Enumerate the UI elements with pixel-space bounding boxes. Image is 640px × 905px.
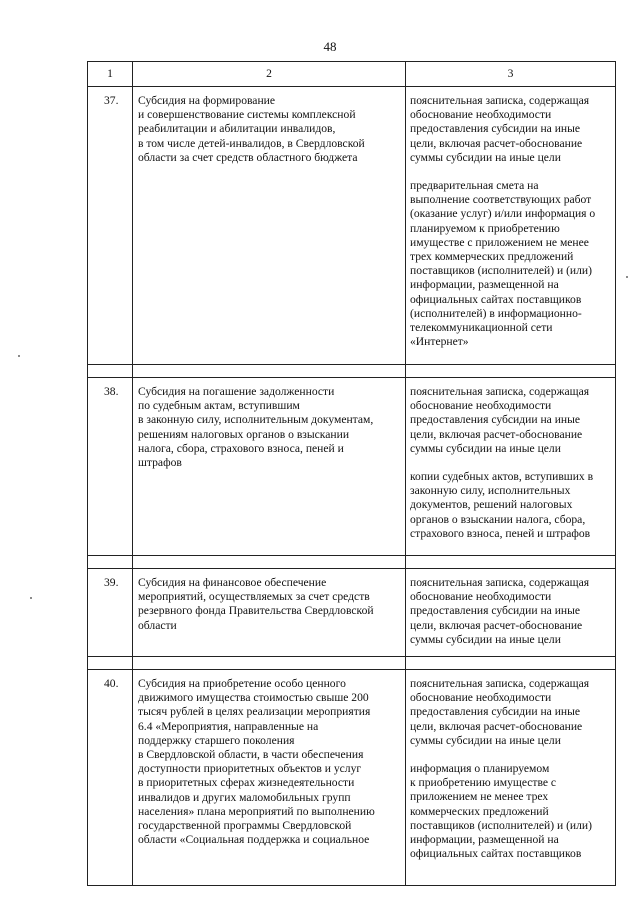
description-line: доступности приоритетных объектов и услуг (138, 762, 362, 776)
description-line: области «Социальная поддержка и социальное (138, 833, 370, 847)
row-number: 37. (88, 87, 133, 365)
document-line: (исполнителей) в информационно- (410, 306, 582, 320)
document-line: телекоммуникационной сети (410, 321, 553, 335)
document-line: поставщиков (исполнителей) и (или) (410, 264, 592, 278)
document-line: органов о взыскании налога, сбора, (410, 512, 586, 526)
table-row (88, 87, 616, 365)
header-row (88, 62, 616, 87)
description-line: Субсидия на приобретение особо ценного (138, 677, 346, 690)
description-line: области (138, 618, 177, 632)
description-line: и совершенствование системы комплексной (138, 108, 356, 122)
document-paragraph (410, 470, 613, 541)
document-line: суммы субсидии на иные цели (410, 150, 561, 164)
document-line: пояснительная записка, содержащая (410, 385, 590, 398)
document-line: пояснительная записка, содержащая (410, 94, 590, 107)
header-col-3: 3 (406, 62, 616, 87)
subsidy-description (133, 670, 406, 886)
scan-speck (30, 597, 32, 599)
document-line: имуществе с приложением не менее (410, 235, 589, 249)
table-row (88, 569, 616, 657)
description-line: в приоритетных сферах жизнедеятельности (138, 776, 355, 790)
document-line: суммы субсидии на иные цели (410, 733, 561, 747)
description-line: поддержку старшего поколения (138, 733, 295, 747)
row-gap (88, 657, 616, 670)
document-paragraph (410, 762, 613, 861)
document-line: цели, включая расчет-обоснование (410, 719, 583, 733)
required-documents (406, 378, 616, 556)
document-line: информации, размещенной на (410, 833, 559, 847)
description-line: в том числе детей-инвалидов, в Свердловской (138, 136, 365, 150)
document-paragraph (410, 677, 613, 748)
document-line: «Интернет» (410, 335, 469, 349)
document-paragraph (410, 576, 613, 647)
document-line: суммы субсидии на иные цели (410, 441, 561, 455)
document-line: планируемом к приобретению (410, 221, 560, 235)
description-line: инвалидов и других маломобильных групп (138, 790, 351, 804)
document-line: обоснование необходимости (410, 590, 552, 604)
document-line: коммерческих предложений (410, 804, 549, 818)
document-line: приложением не менее трех (410, 790, 549, 804)
document-line: официальных сайтах поставщиков (410, 847, 582, 861)
document-line: информация о планируемом (410, 762, 550, 776)
description-line: резервного фонда Правительства Свердловской (138, 604, 374, 618)
document-line: цели, включая расчет-обоснование (410, 136, 583, 150)
row-number: 39. (88, 569, 133, 657)
table-row (88, 670, 616, 886)
description-line: государственной программы Свердловской (138, 819, 352, 833)
document-line: к приобретению имуществе с (410, 776, 557, 790)
document-line: поставщиков (исполнителей) и (или) (410, 818, 592, 832)
document-line: пояснительная записка, содержащая (410, 576, 590, 589)
description-line: в законную силу, исполнительным документам, (138, 413, 374, 427)
document-line: предоставления субсидии на иные (410, 604, 581, 618)
document-line: предоставления субсидии на иные (410, 705, 581, 719)
description-line: населения» плана мероприятий по выполнению (138, 804, 375, 818)
document-line: официальных сайтах поставщиков (410, 292, 582, 306)
description-line: в Свердловской области, в части обеспечения (138, 748, 364, 762)
document-line: обоснование необходимости (410, 399, 552, 413)
document-line: цели, включая расчет-обоснование (410, 427, 583, 441)
description-line: Субсидия на формирование (138, 94, 276, 107)
document-paragraph (410, 94, 613, 165)
subsidy-description (133, 569, 406, 657)
description-line: налога, сбора, страхового взноса, пеней и (138, 441, 344, 455)
subsidies-table (87, 61, 616, 886)
document-line: трех коммерческих предложений (410, 250, 574, 264)
description-line: Субсидия на погашение задолженности (138, 385, 335, 398)
document-paragraph (410, 179, 613, 349)
row-gap (88, 365, 616, 378)
header-col-1: 1 (88, 62, 133, 87)
description-line: по судебным актам, вступившим (138, 399, 300, 413)
row-number: 40. (88, 670, 133, 886)
description-line: тысяч рублей в целях реализации мероприятия (138, 705, 371, 719)
subsidy-description (133, 378, 406, 556)
document-line: пояснительная записка, содержащая (410, 677, 590, 690)
document-line: (оказание услуг) и/или информация о (410, 207, 596, 221)
document-line: обоснование необходимости (410, 691, 552, 705)
row-number: 38. (88, 378, 133, 556)
document-line: документов, решений налоговых (410, 498, 573, 512)
document-line: информации, размещенной на (410, 278, 559, 292)
description-line: Субсидия на финансовое обеспечение (138, 576, 327, 589)
document-line: законную силу, исполнительных (410, 484, 571, 498)
table-row (88, 378, 616, 556)
page-number: 48 (323, 39, 337, 54)
required-documents (406, 87, 616, 365)
document-line: выполнение соответствующих работ (410, 193, 592, 207)
required-documents (406, 670, 616, 886)
required-documents (406, 569, 616, 657)
description-line: движимого имущества стоимостью свыше 200 (138, 691, 369, 705)
description-line: 6.4 «Мероприятия, направленные на (138, 719, 319, 733)
document-line: цели, включая расчет-обоснование (410, 618, 583, 632)
document-line: обоснование необходимости (410, 108, 552, 122)
description-line: реабилитации и абилитации инвалидов, (138, 122, 336, 136)
header-col-2: 2 (133, 62, 406, 87)
description-line: мероприятий, осуществляемых за счет средств (138, 590, 370, 604)
description-line: штрафов (138, 456, 182, 470)
description-line: области за счет средств областного бюджета (138, 150, 358, 164)
document-line: предоставления субсидии на иные (410, 413, 581, 427)
scan-speck (626, 276, 628, 278)
document-line: копии судебных актов, вступивших в (410, 470, 594, 484)
document-line: суммы субсидии на иные цели (410, 632, 561, 646)
description-line: решениям налоговых органов о взыскании (138, 427, 350, 441)
document-paragraph (410, 385, 613, 456)
row-gap (88, 556, 616, 569)
subsidy-description (133, 87, 406, 365)
document-line: предварительная смета на (410, 179, 539, 193)
document-line: страхового взноса, пеней и штрафов (410, 526, 591, 540)
document-line: предоставления субсидии на иные (410, 122, 581, 136)
scan-speck (18, 355, 20, 357)
